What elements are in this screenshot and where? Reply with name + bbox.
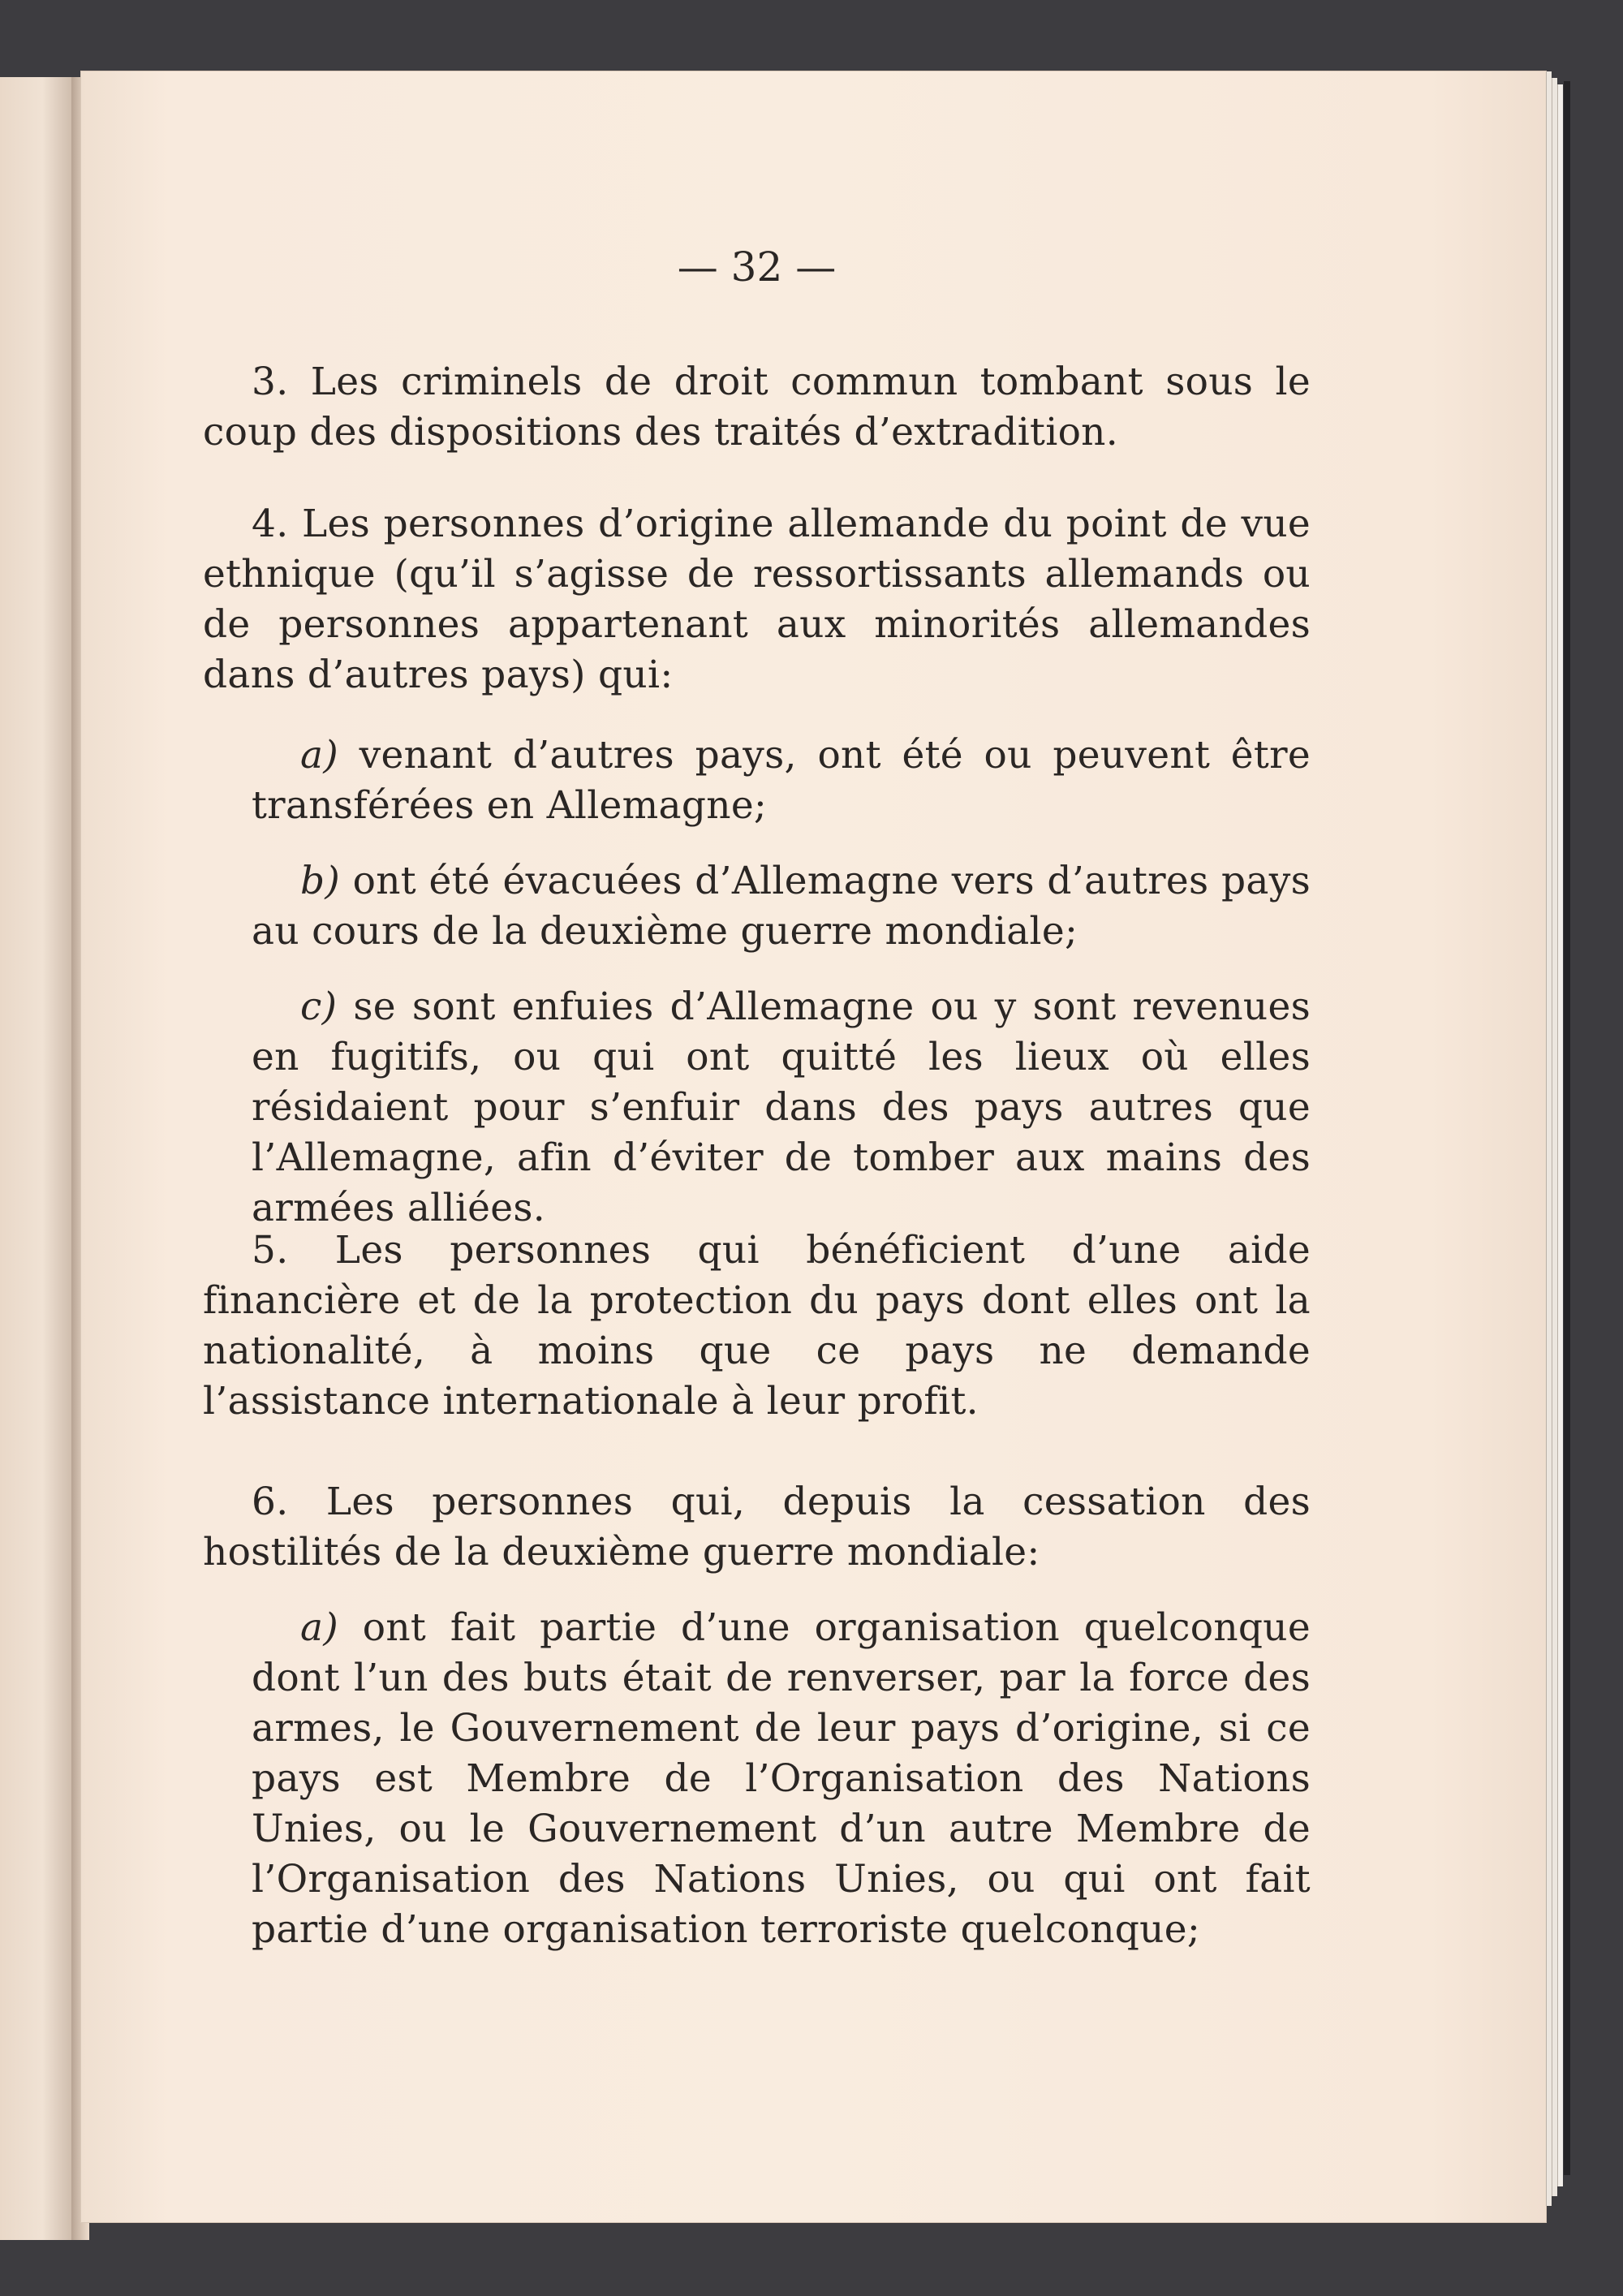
page-stack-edge [1546, 71, 1552, 2206]
page-stack-edge [1557, 84, 1563, 2186]
paragraph-3: 3. Les criminels de droit commun tombant sous le coup des dispositions des traités d’extradition. [203, 360, 1311, 454]
paragraph-6a [252, 1603, 1311, 1955]
paragraph-4c [252, 982, 1311, 1234]
book-cover-edge [1564, 81, 1570, 2175]
paragraph-4: 4. Les personnes d’origine allemande du point de vue ethnique (qu’il s’agisse de ressortissants allemands ou de personnes appartenant aux minorités allemandes dans d’autres pays) qui: [203, 502, 1311, 697]
paragraph-4b [252, 856, 1311, 957]
item-text-4b: ont été évacuées d’Allemagne vers d’autres pays au cours de la deuxième guerre mondiale; [252, 859, 1311, 954]
item-text-4c: se sont enfuies d’Allemagne ou y sont revenues en fugitifs, ou qui ont quitté les lieux où elles résidaient pour s’enfuir dans des pays autres que l’Allemagne, afin d’éviter de tomber aux mains des armées alliées. [252, 984, 1311, 1230]
item-label-a: a) [300, 1605, 338, 1650]
item-label-b: b) [300, 859, 341, 903]
item-label-a: a) [300, 733, 338, 778]
page-number: — 32 — [677, 243, 837, 291]
item-label-c: c) [300, 984, 338, 1029]
item-text-4a: venant d’autres pays, ont été ou peuvent être transférées en Allemagne; [252, 733, 1311, 828]
page-stack-edge [1552, 78, 1557, 2196]
paragraph-4a [252, 730, 1311, 831]
paragraph-6: 6. Les personnes qui, depuis la cessation des hostilités de la deuxième guerre mondiale: [203, 1480, 1311, 1574]
facing-page-edge [0, 77, 77, 2240]
item-text-6a: ont fait partie d’une organisation quelconque dont l’un des buts était de renverser, par la force des armes, le Gouvernement de leur pays d’origine, si ce pays est Membre de l’Organisation des Nations Unies, ou le Gouvernement d’un autre Membre de l’Organisation des Nations Unies, ou qui ont fait partie d’une organisation terroriste quelconque; [252, 1605, 1311, 1952]
paragraph-5: 5. Les personnes qui bénéficient d’une aide financière et de la protection du pays dont elles ont la nationalité, à moins que ce pays ne demande l’assistance internationale à leur profit. [203, 1228, 1311, 1424]
